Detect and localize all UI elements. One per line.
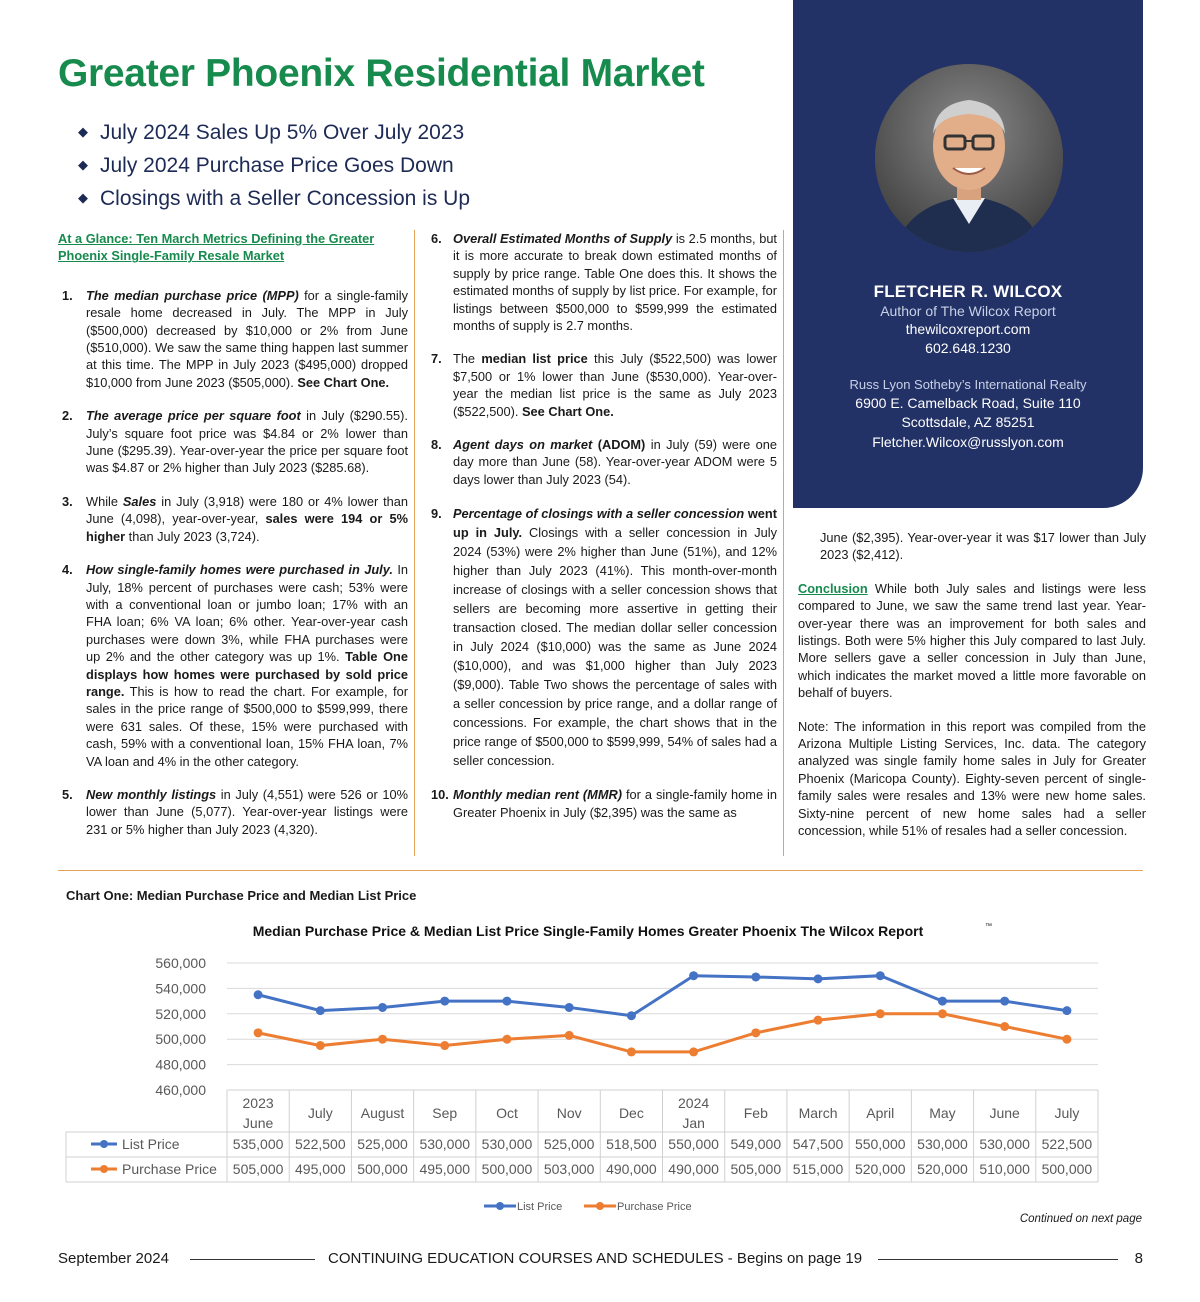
data-point <box>378 1035 387 1044</box>
category-label: Oct <box>496 1105 518 1121</box>
data-point <box>565 1003 574 1012</box>
data-point <box>751 972 760 981</box>
metric-item: 7. The median list price this July ($522,500) was lower $7,500 or 1% lower than June ($530,000). Year-over-year the median list price is the same as July 2023 ($522,500). See Chart One. <box>431 351 777 419</box>
metric-item: 6. Overall Estimated Months of Supply is 2.5 months, but it is more accurate to break down estimated months of supply by price range. Table One does this. It shows the estimated months of supply by list price. For example, for listings between $500,000 to $599,999 the estimated months of supply is 2.7 months. <box>431 231 777 334</box>
category-label: March <box>798 1105 838 1121</box>
data-point <box>689 1047 698 1056</box>
category-label: 2023 <box>242 1095 274 1111</box>
chart-heading: Chart One: Median Purchase Price and Median List Price <box>66 888 417 903</box>
data-point <box>316 1006 325 1015</box>
metric-item: 8. Agent days on market (ADOM) in July (59) were one day more than June (58). Year-over-year ADOM were 5 days lower than July 2023 (54). <box>431 437 777 487</box>
legend-key-marker <box>100 1165 108 1173</box>
author-name: FLETCHER R. WILCOX <box>873 282 1063 301</box>
author-company: Russ Lyon Sotheby’s International Realty <box>849 377 1087 392</box>
data-label: 490,000 <box>606 1161 657 1177</box>
data-label: 522,500 <box>1041 1136 1093 1152</box>
data-point <box>1000 997 1009 1006</box>
data-point <box>627 1047 636 1056</box>
category-label: July <box>307 1105 333 1121</box>
data-point <box>316 1041 325 1050</box>
data-label: 522,500 <box>295 1136 346 1152</box>
data-point <box>440 997 449 1006</box>
conclusion-column <box>798 529 1146 840</box>
footer-rule <box>190 1259 315 1260</box>
metric-item: 5. New monthly listings in July (4,551) were 526 or 10% lower than June (5,077). Year-over-year listings were 231 or 5% higher than July 2023 (4,320). <box>62 786 408 837</box>
author-role: Author of The Wilcox Report <box>880 303 1056 319</box>
data-point <box>689 971 698 980</box>
category-label: June <box>989 1105 1020 1121</box>
category-label: April <box>866 1105 895 1121</box>
data-point <box>1062 1035 1071 1044</box>
data-point <box>938 1009 947 1018</box>
data-label: 535,000 <box>232 1136 284 1152</box>
data-point <box>1000 1022 1009 1031</box>
data-point <box>1062 1006 1071 1015</box>
category-label: Feb <box>743 1105 768 1121</box>
series-name: List Price <box>122 1136 180 1152</box>
data-label: 510,000 <box>979 1161 1030 1177</box>
metric-item: 1. The median purchase price (MPP) for a single-family resale home decreased in July. The MPP in July ($500,000) decreased by $10,000 or 2% from June ($510,000). We saw the same thing happen last summer at this time. The MPP in July 2023 ($495,000) dropped $10,000 from June 2023 ($505,000). See Chart One. <box>62 287 408 390</box>
data-point <box>502 1035 511 1044</box>
author-photo <box>875 64 1063 252</box>
category-label: August <box>360 1105 405 1121</box>
data-point <box>814 974 823 983</box>
author-phone: 602.648.1230 <box>925 340 1011 356</box>
author-website[interactable]: thewilcoxreport.com <box>905 321 1031 337</box>
data-label: 530,000 <box>979 1136 1030 1152</box>
category-label: Dec <box>618 1105 644 1121</box>
author-email[interactable]: Fletcher.Wilcox@russlyon.com <box>872 434 1064 450</box>
data-point <box>440 1041 449 1050</box>
footer-date: September 2024 <box>58 1250 169 1267</box>
highlight-item: ◆ July 2024 Sales Up 5% Over July 2023 <box>78 118 470 151</box>
continued-note: Continued on next page <box>1019 1213 1142 1225</box>
page-footer <box>58 1250 1143 1270</box>
footer-center-text: CONTINUING EDUCATION COURSES AND SCHEDULES - Begins on page 19 <box>328 1250 863 1267</box>
metric-item: 9. Percentage of closings with a seller concession went up in July. Closings with a seller concession in July 2024 (53%) were 2% higher than June (51%), and 12% higher than July 2023 (41%). This month-over-month increase of closings with a seller concession shows that sellers are becoming more assertive in getting their transaction closed. The median dollar seller concession in July 2024 ($10,000) was the same as June 2024 ($10,000), and was $1,000 higher than July 2023 ($9,000). Table Two shows the percentage of sales with a seller concession by price range, and a dollar range of concessions. For example, the chart shows that in the price range of $500,000 to $599,999, 54% of sales had a seller concession. <box>431 506 777 769</box>
column-divider <box>414 230 415 856</box>
y-tick-label: 560,000 <box>155 955 206 971</box>
data-label: 503,000 <box>543 1161 595 1177</box>
data-label: 547,500 <box>792 1136 844 1152</box>
category-label: June <box>242 1115 274 1131</box>
highlight-item: ◆ Closings with a Seller Concession is Up <box>78 184 470 217</box>
section-divider <box>58 870 1143 871</box>
series-name: Purchase Price <box>122 1161 217 1177</box>
diamond-bullet-icon: ◆ <box>78 124 88 139</box>
data-label: 515,000 <box>792 1161 844 1177</box>
data-label: 525,000 <box>357 1136 408 1152</box>
diamond-bullet-icon: ◆ <box>78 190 88 205</box>
legend-key-marker <box>100 1140 108 1148</box>
data-point <box>938 997 947 1006</box>
data-point <box>502 997 511 1006</box>
metric-item: 10. Monthly median rent (MMR) for a single-family home in Greater Phoenix in July ($2,395) was the same as <box>431 787 777 820</box>
data-label: 505,000 <box>730 1161 782 1177</box>
data-label: 500,000 <box>1041 1161 1093 1177</box>
author-panel <box>793 0 1143 508</box>
author-address-line2: Scottsdale, AZ 85251 <box>901 414 1035 430</box>
y-tick-label: 520,000 <box>155 1005 206 1022</box>
data-label: 550,000 <box>854 1136 906 1152</box>
data-label: 530,000 <box>481 1136 533 1152</box>
metric-item: 3. While Sales in July (3,918) were 180 or 4% lower than June (4,098), year-over-year, sales were 194 or 5% higher than July 2023 (3,724). <box>62 493 409 544</box>
data-label: 490,000 <box>668 1161 719 1177</box>
category-label: Sep <box>432 1105 458 1121</box>
data-point <box>565 1031 574 1040</box>
author-address-line1: 6900 E. Camelback Road, Suite 110 <box>855 395 1081 411</box>
data-label: 495,000 <box>419 1161 471 1177</box>
y-tick-label: 500,000 <box>155 1031 206 1048</box>
trademark-mark: ™ <box>985 923 992 930</box>
page-number: 8 <box>1134 1250 1143 1267</box>
chart-title: Median Purchase Price & Median List Price Single-Family Homes Greater Phoenix The Wilcox Report <box>252 923 924 939</box>
y-tick-label: 460,000 <box>155 1082 206 1098</box>
data-point <box>751 1028 760 1037</box>
legend-key-marker <box>596 1202 604 1210</box>
highlights-list <box>78 118 470 217</box>
data-label: 500,000 <box>481 1161 533 1177</box>
data-label: 530,000 <box>917 1136 968 1152</box>
category-label: 2024 <box>678 1095 710 1111</box>
data-label: 525,000 <box>543 1136 595 1152</box>
metric-continuation: June ($2,395). Year-over-year it was $17 lower than July 2023 ($2,412). <box>820 530 1146 563</box>
data-point <box>814 1016 823 1025</box>
series-line <box>258 1014 1067 1052</box>
data-point <box>254 990 263 999</box>
data-label: 520,000 <box>917 1161 968 1177</box>
data-label: 530,000 <box>419 1136 471 1152</box>
category-label: July <box>1054 1105 1080 1121</box>
data-label: 495,000 <box>295 1161 346 1177</box>
column-divider <box>783 230 784 856</box>
y-tick-label: 540,000 <box>155 980 206 997</box>
highlight-item: ◆ July 2024 Purchase Price Goes Down <box>78 151 470 184</box>
footer-rule <box>878 1259 1118 1260</box>
legend-label: List Price <box>517 1201 563 1213</box>
metric-item: 4. How single-family homes were purchased in July. In July, 18% percent of purchases were cash; 53% were with a conventional loan or jumbo loan; 17% with an FHA loan; 6% VA loan; 6% other. Year-over-year cash purchases were down 3%, while FHA purchases were up 2% and the other category was up 1%. Table One displays how homes were purchased by sold price range. This is how to read the chart. For example, for sales in the price range of $500,000 to $599,999, there were 631 sales. Of these, 15% were purchased with cash, 59% with a conventional loan, 15% FHA loan, 7% VA loan and 4% in the other category. <box>62 562 408 769</box>
glance-heading: At a Glance: Ten March Metrics Defining the Greater Phoenix Single-Family Resale Market <box>58 231 375 264</box>
price-line-chart <box>60 912 1140 1222</box>
data-point <box>876 1009 885 1018</box>
metrics-column-1 <box>58 230 408 854</box>
legend-label: Purchase Price <box>617 1201 692 1213</box>
data-label: 550,000 <box>668 1136 719 1152</box>
metrics-column-2 <box>431 230 777 837</box>
data-label: 518,500 <box>606 1136 657 1152</box>
data-point <box>378 1003 387 1012</box>
y-tick-label: 480,000 <box>155 1056 206 1073</box>
data-label: 500,000 <box>357 1161 408 1177</box>
data-label: 549,000 <box>730 1136 782 1152</box>
data-label: 505,000 <box>232 1161 284 1177</box>
category-label: Jan <box>682 1115 705 1131</box>
conclusion-paragraph: Conclusion While both July sales and listings were less compared to June, we saw the same trend last year. Year-over-year there was an improvement for both sales and listings. Both were 5% higher this July compared to last July. More sellers gave a seller concession in July than June, which indicates the market moved a little more favorable on behalf of buyers. <box>798 580 1146 701</box>
conclusion-label: Conclusion <box>798 580 868 596</box>
data-label: 520,000 <box>854 1161 906 1177</box>
diamond-bullet-icon: ◆ <box>78 157 88 172</box>
category-label: May <box>929 1105 956 1121</box>
data-point <box>627 1011 636 1020</box>
data-point <box>254 1028 263 1037</box>
category-label: Nov <box>556 1105 582 1121</box>
legend-key-marker <box>496 1202 504 1210</box>
metric-item: 2. The average price per square foot in July ($290.55). July’s square foot price was $4.84 or 2% lower than June ($295.39). Year-over-year the price per square foot was $4.87 or 2% higher than July 2023 ($285.68). <box>62 408 408 476</box>
page-title: Greater Phoenix Residential Market <box>58 52 705 95</box>
data-point <box>876 971 885 980</box>
data-source-note: Note: The information in this report was compiled from the Arizona Multiple Listing Services, Inc. data. The category analyzed was single family home sales in July for Greater Phoenix (Maricopa County). Eighty-seven percent of single-family sales were resales and 13% were new home sales. Sixty-nine percent of new home sales had a seller concession, while 51% of resales had a seller concession. <box>798 718 1146 839</box>
